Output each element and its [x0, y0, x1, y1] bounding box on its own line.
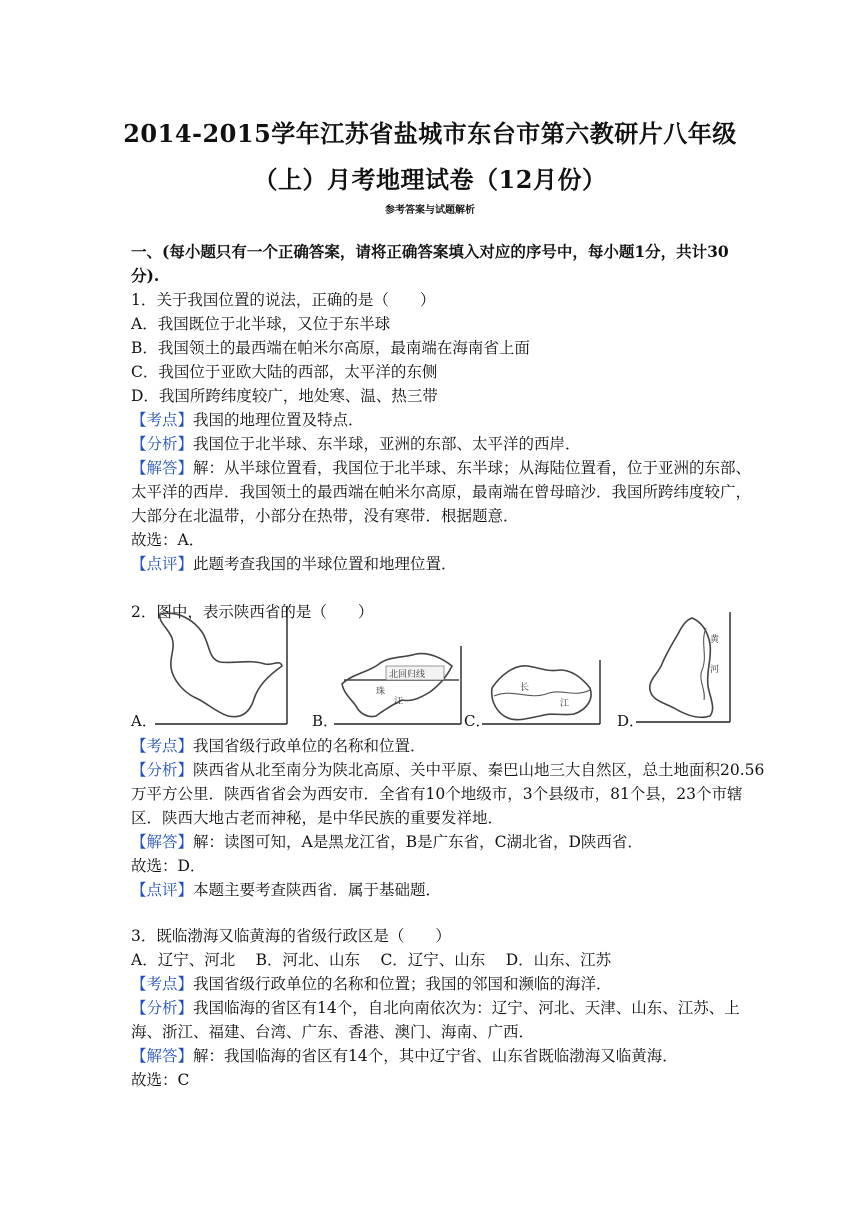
q2-dianping-text: 本题主要考查陕西省．属于基础题． — [193, 881, 442, 899]
kaodian-tag: 【考点】 — [131, 975, 194, 993]
q2-jieda — [131, 830, 643, 854]
q3-fenxi-line1 — [131, 996, 740, 1020]
q2-dianping — [131, 878, 441, 902]
q2-option-b-label: B． — [312, 712, 339, 730]
page-title-line2: （上）月考地理试卷（12月份） — [253, 165, 607, 194]
q3-kaodian-text: 我国省级行政单位的名称和位置；我国的邻国和濒临的海洋． — [193, 975, 612, 993]
kaodian-tag: 【考点】 — [131, 411, 194, 429]
q2-kaodian-text: 我国省级行政单位的名称和位置． — [193, 737, 426, 755]
q2-option-a-label: A． — [131, 712, 157, 730]
fenxi-tag: 【分析】 — [131, 435, 194, 453]
q1-fenxi — [131, 432, 581, 456]
q1-dianping-text: 此题考查我国的半球位置和地理位置． — [193, 555, 457, 573]
q3-fenxi-line2: 海、浙江、福建、台湾、广东、香港、澳门、海南、广西． — [131, 1023, 535, 1041]
dianping-tag: 【点评】 — [131, 881, 194, 899]
q1-dianping — [131, 552, 457, 576]
q1-option-d: D．我国所跨纬度较广，地处寒、温、热三带 — [131, 387, 438, 405]
q1-jieda-text1: 解：从半球位置看，我国位于北半球、东半球；从海陆位置看，位于亚洲的东部、 — [193, 459, 752, 477]
map-hubei — [482, 658, 604, 726]
q3-jieda-text: 解：我国临海的省区有14个，其中辽宁省、山东省既临渤海又临黄海． — [193, 1047, 678, 1065]
q3-stem: 3．既临渤海又临黄海的省级行政区是（ ） — [131, 927, 451, 945]
map-c-river-label2: 江 — [560, 699, 570, 709]
q3-options: A．辽宁、河北 B．河北、山东 C．辽宁、山东 D．山东、江苏 — [131, 951, 612, 969]
q2-fenxi-line1 — [131, 758, 764, 782]
q1-option-a: A．我国既位于北半球，又位于东半球 — [131, 315, 391, 333]
q1-option-b: B．我国领土的最西端在帕米尔高原，最南端在海南省上面 — [131, 339, 530, 357]
q2-fenxi-line2: 万平方公里．陕西省省会为西安市．全省有10个地级市，3个县级市，81个县，23个市辖 — [131, 785, 743, 803]
fenxi-tag: 【分析】 — [131, 999, 194, 1017]
map-b-river-label1: 珠 — [376, 687, 386, 697]
q1-answer: 故选：A． — [131, 531, 205, 549]
q2-stem: 2．图中，表示陕西省的是（ ） — [131, 603, 374, 621]
q1-fenxi-text: 我国位于北半球、东半球，亚洲的东部、太平洋的西岸． — [193, 435, 581, 453]
q3-answer: 故选：C — [131, 1071, 190, 1089]
kaodian-tag: 【考点】 — [131, 737, 194, 755]
section-heading-line2: 分). — [131, 266, 160, 285]
q1-jieda-line3: 大部分在北温带，小部分在热带，没有寒带．根据题意． — [131, 507, 519, 525]
q2-answer: 故选：D． — [131, 857, 206, 875]
q1-jieda-line2: 太平洋的西岸．我国领土的最西端在帕米尔高原，最南端在曾母暗沙．我国所跨纬度较广， — [131, 483, 752, 501]
fenxi-tag: 【分析】 — [131, 761, 194, 779]
q1-jieda-line1 — [131, 456, 751, 480]
jieda-tag: 【解答】 — [131, 1047, 194, 1065]
map-heilongjiang — [150, 604, 290, 726]
map-guangdong — [334, 644, 464, 726]
map-d-river-label1: 黄 — [710, 635, 720, 645]
map-c-river-label1: 长 — [520, 683, 530, 693]
dianping-tag: 【点评】 — [131, 555, 194, 573]
q1-kaodian — [131, 408, 364, 432]
page-title-line1: 2014-2015学年江苏省盐城市东台市第六教研片八年级 — [123, 119, 737, 148]
q1-kaodian-text: 我国的地理位置及特点． — [193, 411, 364, 429]
q2-jieda-text: 解：读图可知，A是黑龙江省，B是广东省，C湖北省，D陕西省． — [193, 833, 643, 851]
q2-fenxi-line3: 区．陕西大地古老而神秘，是中华民族的重要发祥地． — [131, 809, 504, 827]
q1-option-c: C．我国位于亚欧大陆的西部，太平洋的东侧 — [131, 363, 438, 381]
jieda-tag: 【解答】 — [131, 833, 194, 851]
jieda-tag: 【解答】 — [131, 459, 194, 477]
q3-jieda — [131, 1044, 678, 1068]
q2-option-d-label: D． — [617, 712, 645, 730]
q3-fenxi-text1: 我国临海的省区有14个，自北向南依次为：辽宁、河北、天津、山东、江苏、上 — [193, 999, 740, 1017]
q3-kaodian — [131, 972, 612, 996]
section-heading-line1: 一、(每小题只有一个正确答案，请将正确答案填入对应的序号中，每小题1分，共计30 — [131, 242, 729, 261]
map-b-river-label2: 江 — [394, 697, 404, 707]
q2-kaodian — [131, 734, 426, 758]
page-subtitle: 参考答案与试题解析 — [385, 205, 475, 216]
q1-stem: 1．关于我国位置的说法，正确的是（ ） — [131, 291, 436, 309]
map-shaanxi — [636, 610, 736, 726]
map-d-river-label2: 河 — [710, 665, 720, 675]
q2-fenxi-text1: 陕西省从北至南分为陕北高原、关中平原、秦巴山地三大自然区，总土地面积20.56 — [193, 761, 765, 779]
map-b-tropic-label: 北回归线 — [389, 670, 426, 680]
q2-option-c-label: C． — [464, 712, 491, 730]
